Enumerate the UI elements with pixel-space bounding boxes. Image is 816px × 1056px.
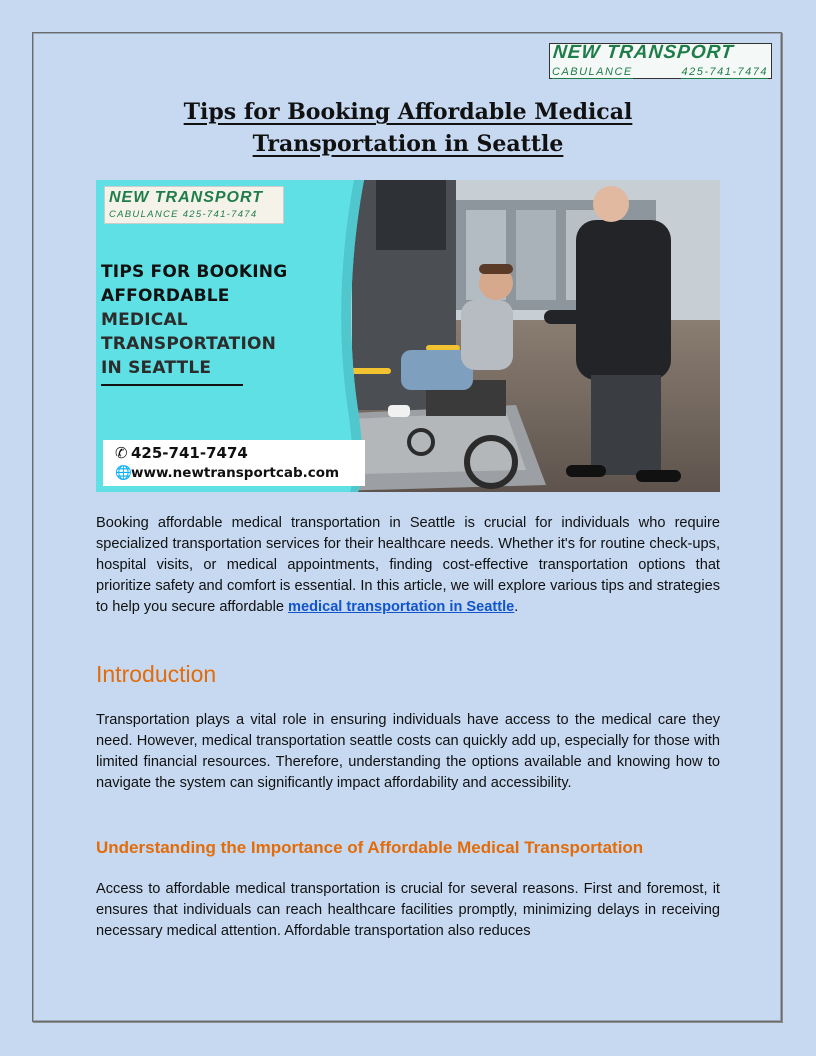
header-logo-sub-right: 425-741-7474 bbox=[681, 66, 768, 78]
hero-contact-box bbox=[103, 440, 365, 486]
importance-paragraph: Access to affordable medical transportation is crucial for several reasons. First and foremost, it ensures that individuals can reach healthcare facilities promptly, minimizing delays in receiving necessary medical attention. Affordable transportation also reduces bbox=[96, 881, 720, 939]
intro-paragraph-end: . bbox=[514, 599, 519, 615]
title-line-1: Tips for Booking Affordable Medical bbox=[183, 99, 633, 125]
hero-logo-sub: CABULANCE 425-741-7474 bbox=[109, 209, 258, 220]
hero-phone bbox=[115, 444, 248, 462]
hero-website bbox=[115, 464, 339, 482]
intro-paragraph bbox=[96, 513, 720, 618]
intro-paragraph-text: Booking affordable medical transportation in Seattle is crucial for individuals who require specialized transportation services for their healthcare needs. Whether it's for routine check-ups, hospital visits, or medical appointments, finding cost-effective transportation options that prioritize safety and comfort is essential. In this article, we will explore various tips and strategies to help you secure affordable bbox=[96, 515, 720, 615]
hero-heading bbox=[101, 260, 331, 380]
hero-logo bbox=[104, 186, 284, 224]
hero-logo-brand: NEW TRANSPORT bbox=[109, 189, 264, 206]
hero-heading-line: TRANSPORTATION bbox=[101, 334, 277, 354]
introduction-paragraph: Transportation plays a vital role in ensuring individuals have access to the medical care they need. However, medical transportation seattle costs can quickly add up, especially for those with limited financial resources. Therefore, understanding the options available and knowing how to navigate the system can significantly impact affordability and accessibility. bbox=[96, 712, 720, 791]
introduction-heading: Introduction bbox=[96, 661, 217, 687]
header-logo-sub-left: CABULANCE bbox=[552, 66, 633, 78]
hero-banner bbox=[96, 180, 720, 492]
header-logo-sub bbox=[552, 65, 768, 79]
medical-transportation-link[interactable]: medical transportation in Seattle bbox=[288, 599, 515, 615]
globe-icon: 🌐 bbox=[115, 465, 132, 481]
hero-divider bbox=[101, 384, 243, 386]
hero-heading-line: TIPS FOR BOOKING bbox=[101, 262, 288, 282]
hero-heading-line: MEDICAL bbox=[101, 310, 188, 330]
document-title bbox=[96, 96, 720, 160]
importance-heading: Understanding the Importance of Affordable Medical Transportation bbox=[96, 838, 644, 857]
phone-icon: ✆ bbox=[115, 444, 128, 462]
hero-heading-line: IN SEATTLE bbox=[101, 358, 212, 378]
header-logo bbox=[549, 43, 772, 79]
title-line-2: Transportation in Seattle bbox=[252, 131, 564, 157]
header-logo-brand: NEW TRANSPORT bbox=[551, 42, 735, 63]
hero-phone-number: 425-741-7474 bbox=[131, 444, 248, 462]
hero-heading-line: AFFORDABLE bbox=[101, 286, 230, 306]
hero-website-url: www.newtransportcab.com bbox=[131, 465, 340, 481]
